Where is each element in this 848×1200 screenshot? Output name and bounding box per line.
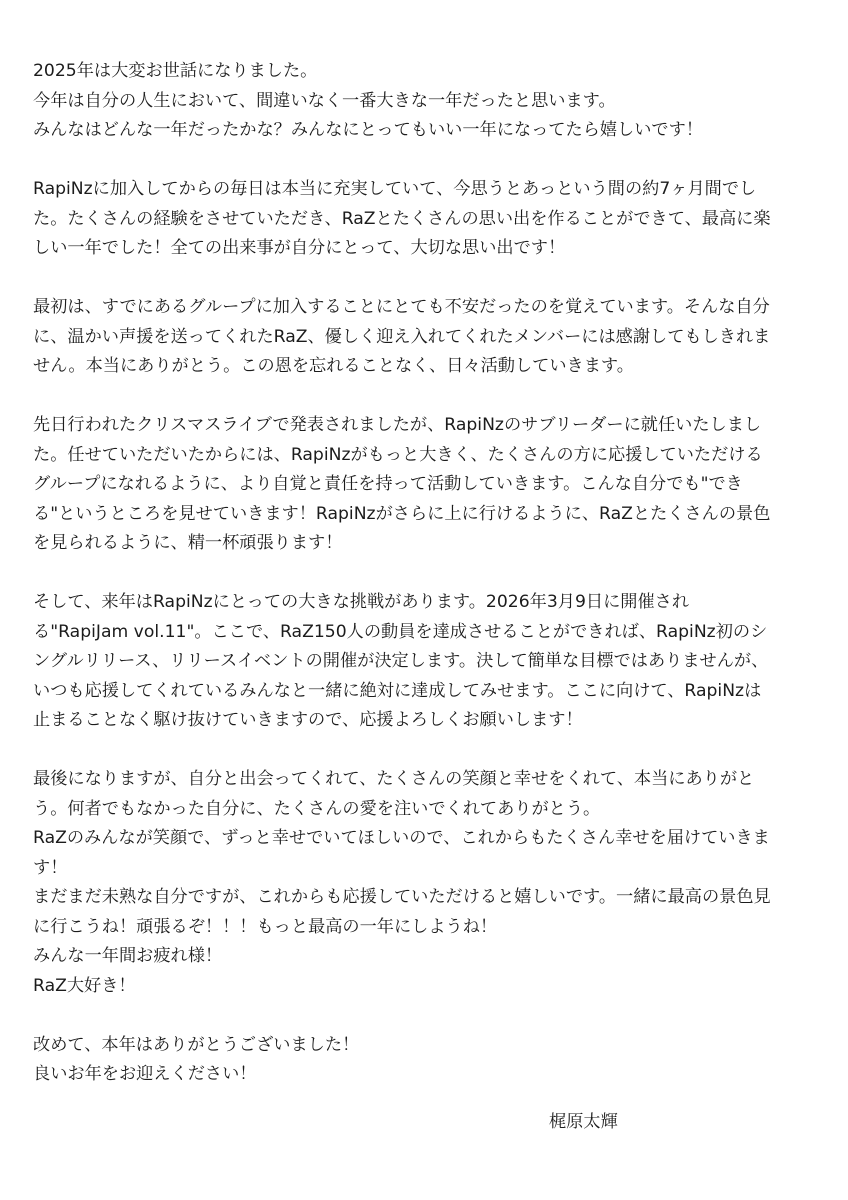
letter-line: る"というところを見せていきます！RapiNzがさらに上に行けるように、RaZとたくさんの景色 bbox=[33, 503, 771, 524]
letter-line: ングルリリース、リリースイベントの開催が決定します。決して簡単な目標ではありませんが、 bbox=[33, 651, 769, 671]
letter-line: 2025年は大変お世話になりました。 bbox=[33, 61, 318, 81]
letter-line: を見られるように、精一杯頑張ります！ bbox=[33, 533, 343, 553]
letter-line: そして、来年はRapiNzにとっての大きな挑戦があります。2026年3月9日に開催され bbox=[33, 592, 690, 612]
letter-body bbox=[33, 57, 823, 1090]
letter-line: RaZのみんなが笑顔で、ずっと幸せでいてほしいので、これからもたくさん幸せを届けていきま bbox=[33, 828, 770, 848]
letter-line: 先日行われたクリスマスライブで発表されましたが、RapiNzのサブリーダーに就任いたしまし bbox=[33, 415, 762, 435]
blank-line bbox=[33, 264, 823, 294]
blank-line bbox=[33, 559, 823, 589]
letter-line: す！ bbox=[33, 857, 68, 878]
letter-line: みんなはどんな一年だったかな？みんなにとってもいい一年になってたら嬉しいです！ bbox=[33, 120, 703, 140]
letter-line: 最初は、すでにあるグループに加入することにとても不安だったのを覚えています。そんな自分 bbox=[33, 297, 770, 317]
letter-line: 改めて、本年はありがとうございました！ bbox=[33, 1034, 360, 1055]
letter-line: う。何者でもなかった自分に、たくさんの愛を注いでくれてありがとう。 bbox=[33, 798, 601, 819]
letter-line: 最後になりますが、自分と出会ってくれて、たくさんの笑顔と幸せをくれて、本当にありがと bbox=[33, 769, 755, 789]
letter-line: 良いお年をお迎えください！ bbox=[33, 1064, 257, 1084]
letter-line: 止まることなく駆け抜けていきますので、応援よろしくお願いします！ bbox=[33, 710, 583, 730]
letter-line: いつも応援してくれているみんなと一緒に絶対に達成してみせます。ここに向けて、RapiNzは bbox=[33, 680, 762, 701]
letter-line: まだまだ未熟な自分ですが、これからも応援していただけると嬉しいです。一緒に最高の景色見 bbox=[33, 887, 771, 907]
letter-line: 今年は自分の人生において、間違いなく一番大きな一年だったと思います。 bbox=[33, 90, 616, 111]
blank-line bbox=[33, 1001, 823, 1031]
blank-line bbox=[33, 382, 823, 412]
letter-line: みんな一年間お疲れ様！ bbox=[33, 946, 223, 966]
letter-line: RapiNzに加入してからの毎日は本当に充実していて、今思うとあっという間の約7ヶ月間でし bbox=[33, 179, 757, 199]
letter-line: しい一年でした！全ての出来事が自分にとって、大切な思い出です！ bbox=[33, 238, 566, 258]
letter-line: に行こうね！頑張るぞ！！！もっと最高の一年にしようね！ bbox=[33, 916, 498, 937]
blank-line bbox=[33, 146, 823, 176]
letter-line: た。任せていただいたからには、RapiNzがもっと大きく、たくさんの方に応援していただける bbox=[33, 444, 763, 465]
letter-line: る"RapiJam vol.11"。ここで、RaZ150人の動員を達成させることができれば、RapiNz初のシ bbox=[33, 621, 768, 642]
blank-line bbox=[33, 736, 823, 766]
signature: 梶原太輝 bbox=[549, 1112, 618, 1132]
letter-line: た。たくさんの経験をさせていただき、RaZとたくさんの思い出を作ることができて、最高に楽 bbox=[33, 208, 771, 229]
letter-line: せん。本当にありがとう。この恩を忘れることなく、日々活動していきます。 bbox=[33, 356, 634, 376]
letter-line: に、温かい声援を送ってくれたRaZ、優しく迎え入れてくれたメンバーには感謝してもしきれま bbox=[33, 326, 771, 347]
letter-line: RaZ大好き！ bbox=[33, 975, 136, 996]
letter-line: グループになれるように、より自覚と責任を持って活動していきます。こんな自分でも"でき bbox=[33, 474, 743, 494]
